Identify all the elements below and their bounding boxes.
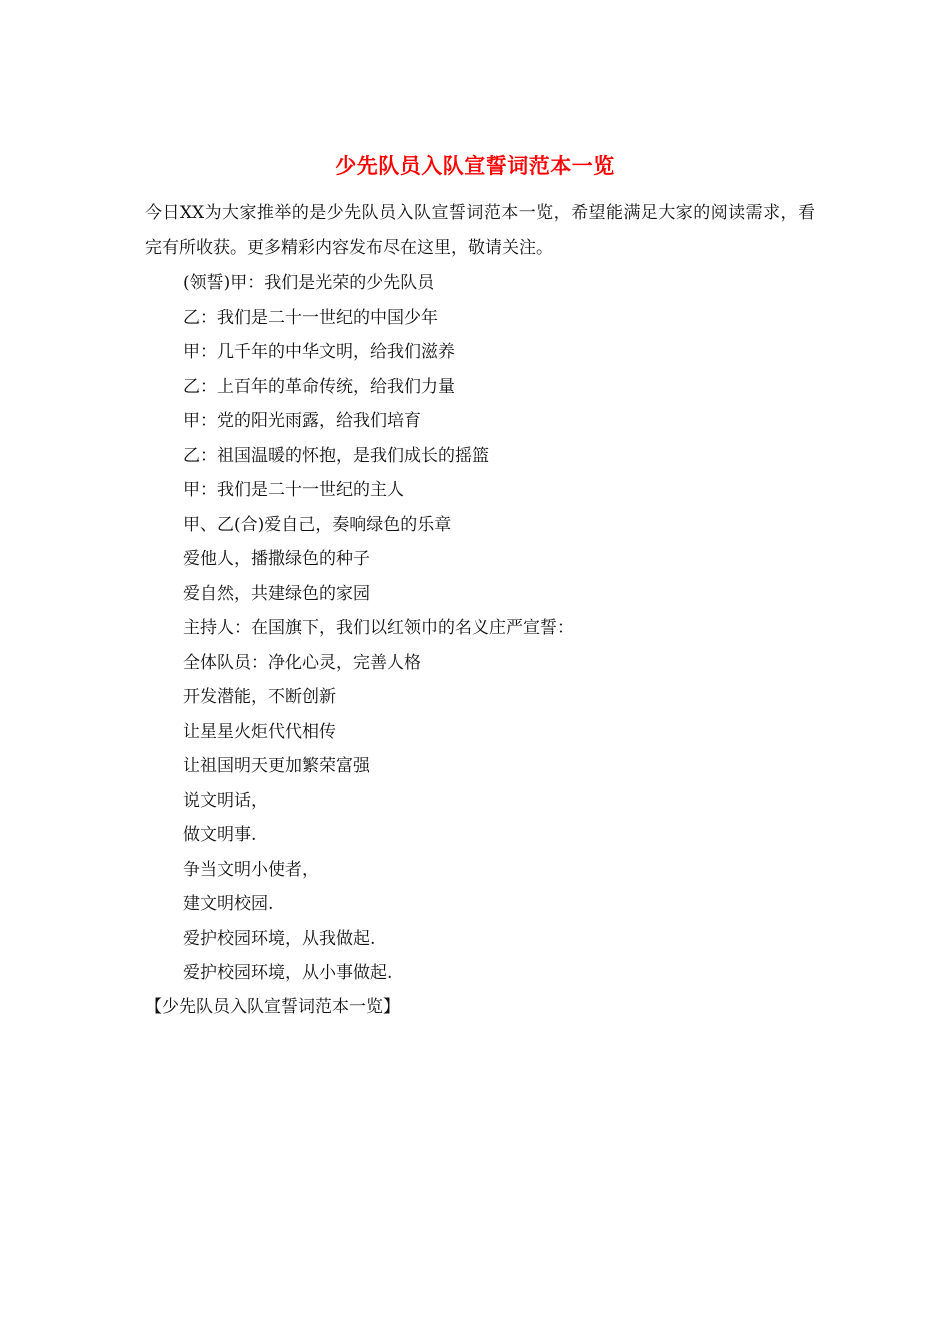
oath-line: 甲：几千年的中华文明，给我们滋养: [183, 342, 455, 362]
oath-line: 让星星火炬代代相传: [183, 721, 336, 742]
oath-line: 乙：祖国温暖的怀抱，是我们成长的摇篮: [183, 445, 489, 466]
oath-line: 全体队员：净化心灵，完善人格: [183, 652, 421, 673]
oath-line: 说文明话，: [183, 790, 268, 811]
oath-line: 爱护校园环境，从我做起.: [183, 928, 376, 949]
oath-line: 开发潜能，不断创新: [183, 687, 336, 707]
oath-lines: [183, 266, 823, 991]
oath-line: 让祖国明天更加繁荣富强: [183, 756, 370, 776]
oath-line: 爱护校园环境，从小事做起.: [183, 963, 393, 983]
oath-line: 建文明校园.: [183, 894, 274, 914]
oath-line: 乙：我们是二十一世纪的中国少年: [183, 307, 438, 328]
oath-line: 主持人：在国旗下，我们以红领巾的名义庄严宣誓：: [183, 618, 574, 638]
oath-line: 爱他人，播撒绿色的种子: [183, 549, 370, 569]
oath-line: 爱自然，共建绿色的家园: [183, 583, 370, 604]
oath-line: (领誓)甲：我们是光荣的少先队员: [183, 273, 435, 293]
oath-line: 甲：党的阳光雨露，给我们培育: [183, 411, 421, 431]
document-title: 少先队员入队宣誓词范本一览: [335, 153, 615, 178]
oath-line: 甲、乙(合)爱自己，奏响绿色的乐章: [183, 514, 452, 535]
oath-line: 甲：我们是二十一世纪的主人: [183, 480, 404, 500]
document-footer: 【少先队员入队宣誓词范本一览】: [145, 997, 400, 1017]
oath-line: 乙：上百年的革命传统，给我们力量: [183, 376, 455, 397]
oath-line: 做文明事.: [183, 825, 257, 845]
oath-line: 争当文明小使者，: [183, 859, 319, 880]
intro-paragraph: 今日XX为大家推举的是少先队员入队宣誓词范本一览，希望能满足大家的阅读需求，看完有所收获。更多精彩内容发布尽在这里，敬请关注。: [145, 203, 815, 258]
